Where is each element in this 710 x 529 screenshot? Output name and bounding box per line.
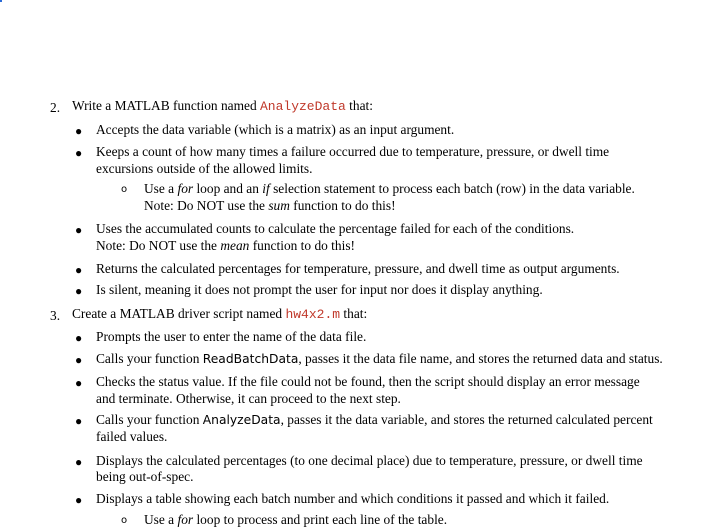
item-2-bullet-1: Accepts the data variable (which is a matrix) as an input argument. — [96, 122, 455, 137]
item-2-bullet-3-line-1: Uses the accumulated counts to calculate the percentage failed for each of the conditions. — [96, 221, 575, 236]
bullet-marker: ● — [75, 124, 83, 138]
item-3-bullet-1: Prompts the user to enter the name of the data file. — [96, 329, 367, 344]
bullet-marker: ● — [75, 455, 83, 469]
function-name-code: AnalyzeData — [260, 99, 346, 114]
bullet-marker: ● — [75, 353, 83, 367]
bullet-marker: ● — [75, 263, 83, 277]
item-2-sub-bullet-line-1: Use a for loop and an if selection statement to process each batch (row) in the data variable. — [144, 181, 635, 196]
item-3-intro: Create a MATLAB driver script named hw4x2.m that: — [72, 306, 368, 322]
bullet-marker: ● — [75, 414, 83, 428]
bullet-marker: ● — [75, 376, 83, 390]
analyze-data-function: AnalyzeData — [202, 413, 281, 427]
bullet-marker: ● — [75, 493, 83, 507]
item-3-number: 3. — [50, 308, 61, 323]
item-2-bullet-5: Is silent, meaning it does not prompt the user for input nor does it display anything. — [96, 282, 543, 297]
bullet-marker: ● — [75, 284, 83, 298]
read-batch-data-function: ReadBatchData — [202, 352, 299, 366]
item-2-bullet-4: Returns the calculated percentages for temperature, pressure, and dwell time as output arguments. — [96, 261, 620, 276]
item-3-bullet-3-line-2: and terminate. Otherwise, it can proceed to the next step. — [96, 391, 401, 406]
item-3-bullet-6: Displays a table showing each batch number and which conditions it passed and which it failed. — [96, 491, 610, 506]
sub-bullet-marker: o — [121, 184, 128, 195]
script-name-code: hw4x2.m — [285, 307, 341, 322]
item-3-bullet-3-line-1: Checks the status value. If the file could not be found, then the script should display an error message — [96, 374, 640, 389]
item-3-bullet-5-line-1: Displays the calculated percentages (to one decimal place) due to temperature, pressure, or dwell time — [96, 453, 643, 468]
bullet-marker: ● — [75, 331, 83, 345]
item-3-sub-bullet: Use a for loop to process and print each line of the table. — [144, 512, 448, 527]
item-3-bullet-4-line-2: failed values. — [96, 429, 168, 444]
item-3-bullet-2: Calls your function ReadBatchData, passes it the data file name, and stores the returned data and status. — [96, 351, 663, 366]
item-2-sub-bullet-line-2: Note: Do NOT use the sum function to do this! — [144, 198, 396, 213]
item-2-intro: Write a MATLAB function named AnalyzeData that: — [72, 98, 373, 114]
item-2-bullet-3-line-2: Note: Do NOT use the mean function to do this! — [96, 238, 355, 253]
item-3-bullet-4-line-1: Calls your function AnalyzeData, passes it the data variable, and stores the returned calculated percent — [96, 412, 653, 427]
item-2-bullet-2-line-2: excursions outside of the allowed limits. — [96, 161, 313, 176]
sub-bullet-marker: o — [121, 515, 128, 526]
item-2-bullet-2-line-1: Keeps a count of how many times a failure occurred due to temperature, pressure, or dwell time — [96, 144, 610, 159]
bullet-marker: ● — [75, 146, 83, 160]
item-3-bullet-5-line-2: being out-of-spec. — [96, 469, 194, 484]
item-2-number: 2. — [50, 100, 61, 115]
bullet-marker: ● — [75, 223, 83, 237]
corner-mark — [0, 0, 2, 2]
